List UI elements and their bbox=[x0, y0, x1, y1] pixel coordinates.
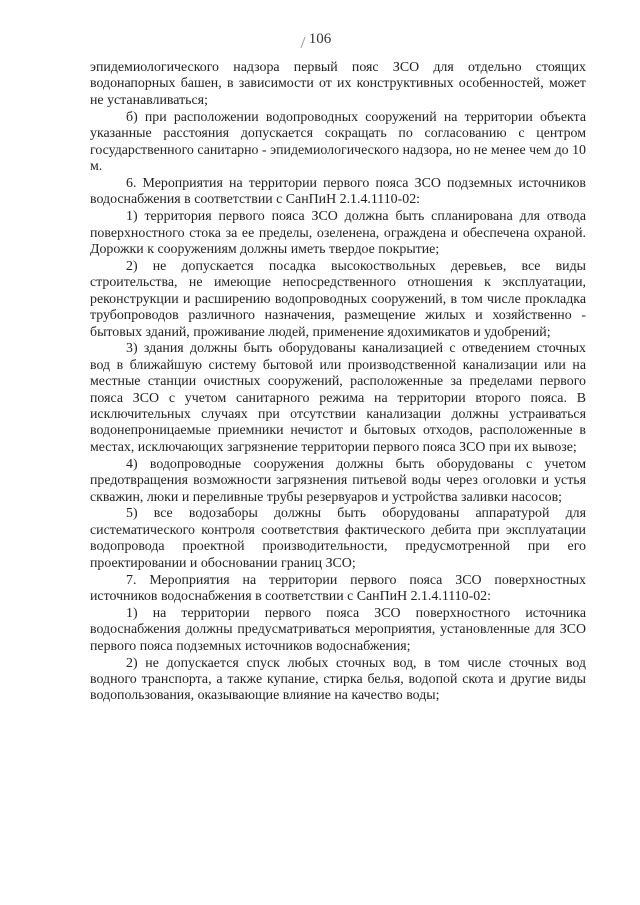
paragraph: б) при расположении водопроводных сооружений на территории объекта указанные расстояния допускается сокращать по согласованию с центром государственного санитарно - эпидемиологического надзора, но не менее чем до 10 м. bbox=[90, 109, 586, 174]
paragraph: 2) не допускается посадка высокоствольных деревьев, все виды строительства, не имеющие непосредственного отношения к эксплуатации, реконструкции и расширению водопроводных сооружений, в том числе прокладка трубопроводов различного назначения, размещение жилых и хозяйственно - бытовых зданий, проживание людей, применение ядохимикатов и удобрений; bbox=[90, 258, 586, 340]
document-body bbox=[90, 60, 586, 705]
paragraph: 3) здания должны быть оборудованы канализацией с отведением сточных вод в ближайшую систему бытовой или производственной канализации или на местные станции очистных сооружений, расположенные за пределами первого пояса ЗСО с учетом санитарного режима на территории второго пояса. В исключительных случаях при отсутствии канализации должны устраиваться водонепроницаемые приемники нечистот и бытовых отходов, расположенные в местах, исключающих загрязнение территории первого пояса ЗСО при их вывозе; bbox=[90, 341, 586, 455]
paragraph: 5) все водозаборы должны быть оборудованы аппаратурой для систематического контроля соответствия фактического дебита при эксплуатации водопровода проектной производительности, предусмотренной при его проектировании и обосновании границ ЗСО; bbox=[90, 506, 586, 571]
paragraph: 1) территория первого пояса ЗСО должна быть спланирована для отвода поверхностного стока за ее пределы, озеленена, ограждена и обеспечена охраной. Дорожки к сооружениям должны иметь твердое покрытие; bbox=[90, 209, 586, 257]
page-number: 106 bbox=[308, 31, 332, 47]
paragraph: 2) не допускается спуск любых сточных вод, в том числе сточных вод водного транспорта, а также купание, стирка белья, водопой скота и другие виды водопользования, оказывающие влияние на качество воды; bbox=[90, 655, 586, 704]
paragraph: 1) на территории первого пояса ЗСО поверхностного источника водоснабжения должны предусматриваться мероприятия, установленные для ЗСО первого пояса подземных источников водоснабжения; bbox=[90, 605, 586, 654]
section-heading: 6. Мероприятия на территории первого пояса ЗСО подземных источников водоснабжения в соответствии с СанПиН 2.1.4.1110-02: bbox=[90, 175, 586, 208]
paragraph: эпидемиологического надзора первый пояс ЗСО для отдельно стоящих водонапорных башен, в зависимости от их конструктивных особенностей, может не устанавливаться; bbox=[90, 60, 586, 108]
section-heading: 7. Мероприятия на территории первого пояса ЗСО поверхностных источников водоснабжения в соответствии с СанПиН 2.1.4.1110-02: bbox=[90, 572, 586, 604]
paragraph: 4) водопроводные сооружения должны быть оборудованы с учетом предотвращения возможности загрязнения питьевой воды через оголовки и устья скважин, люки и переливные трубы резервуаров и устройства заливки насосов; bbox=[90, 456, 586, 505]
